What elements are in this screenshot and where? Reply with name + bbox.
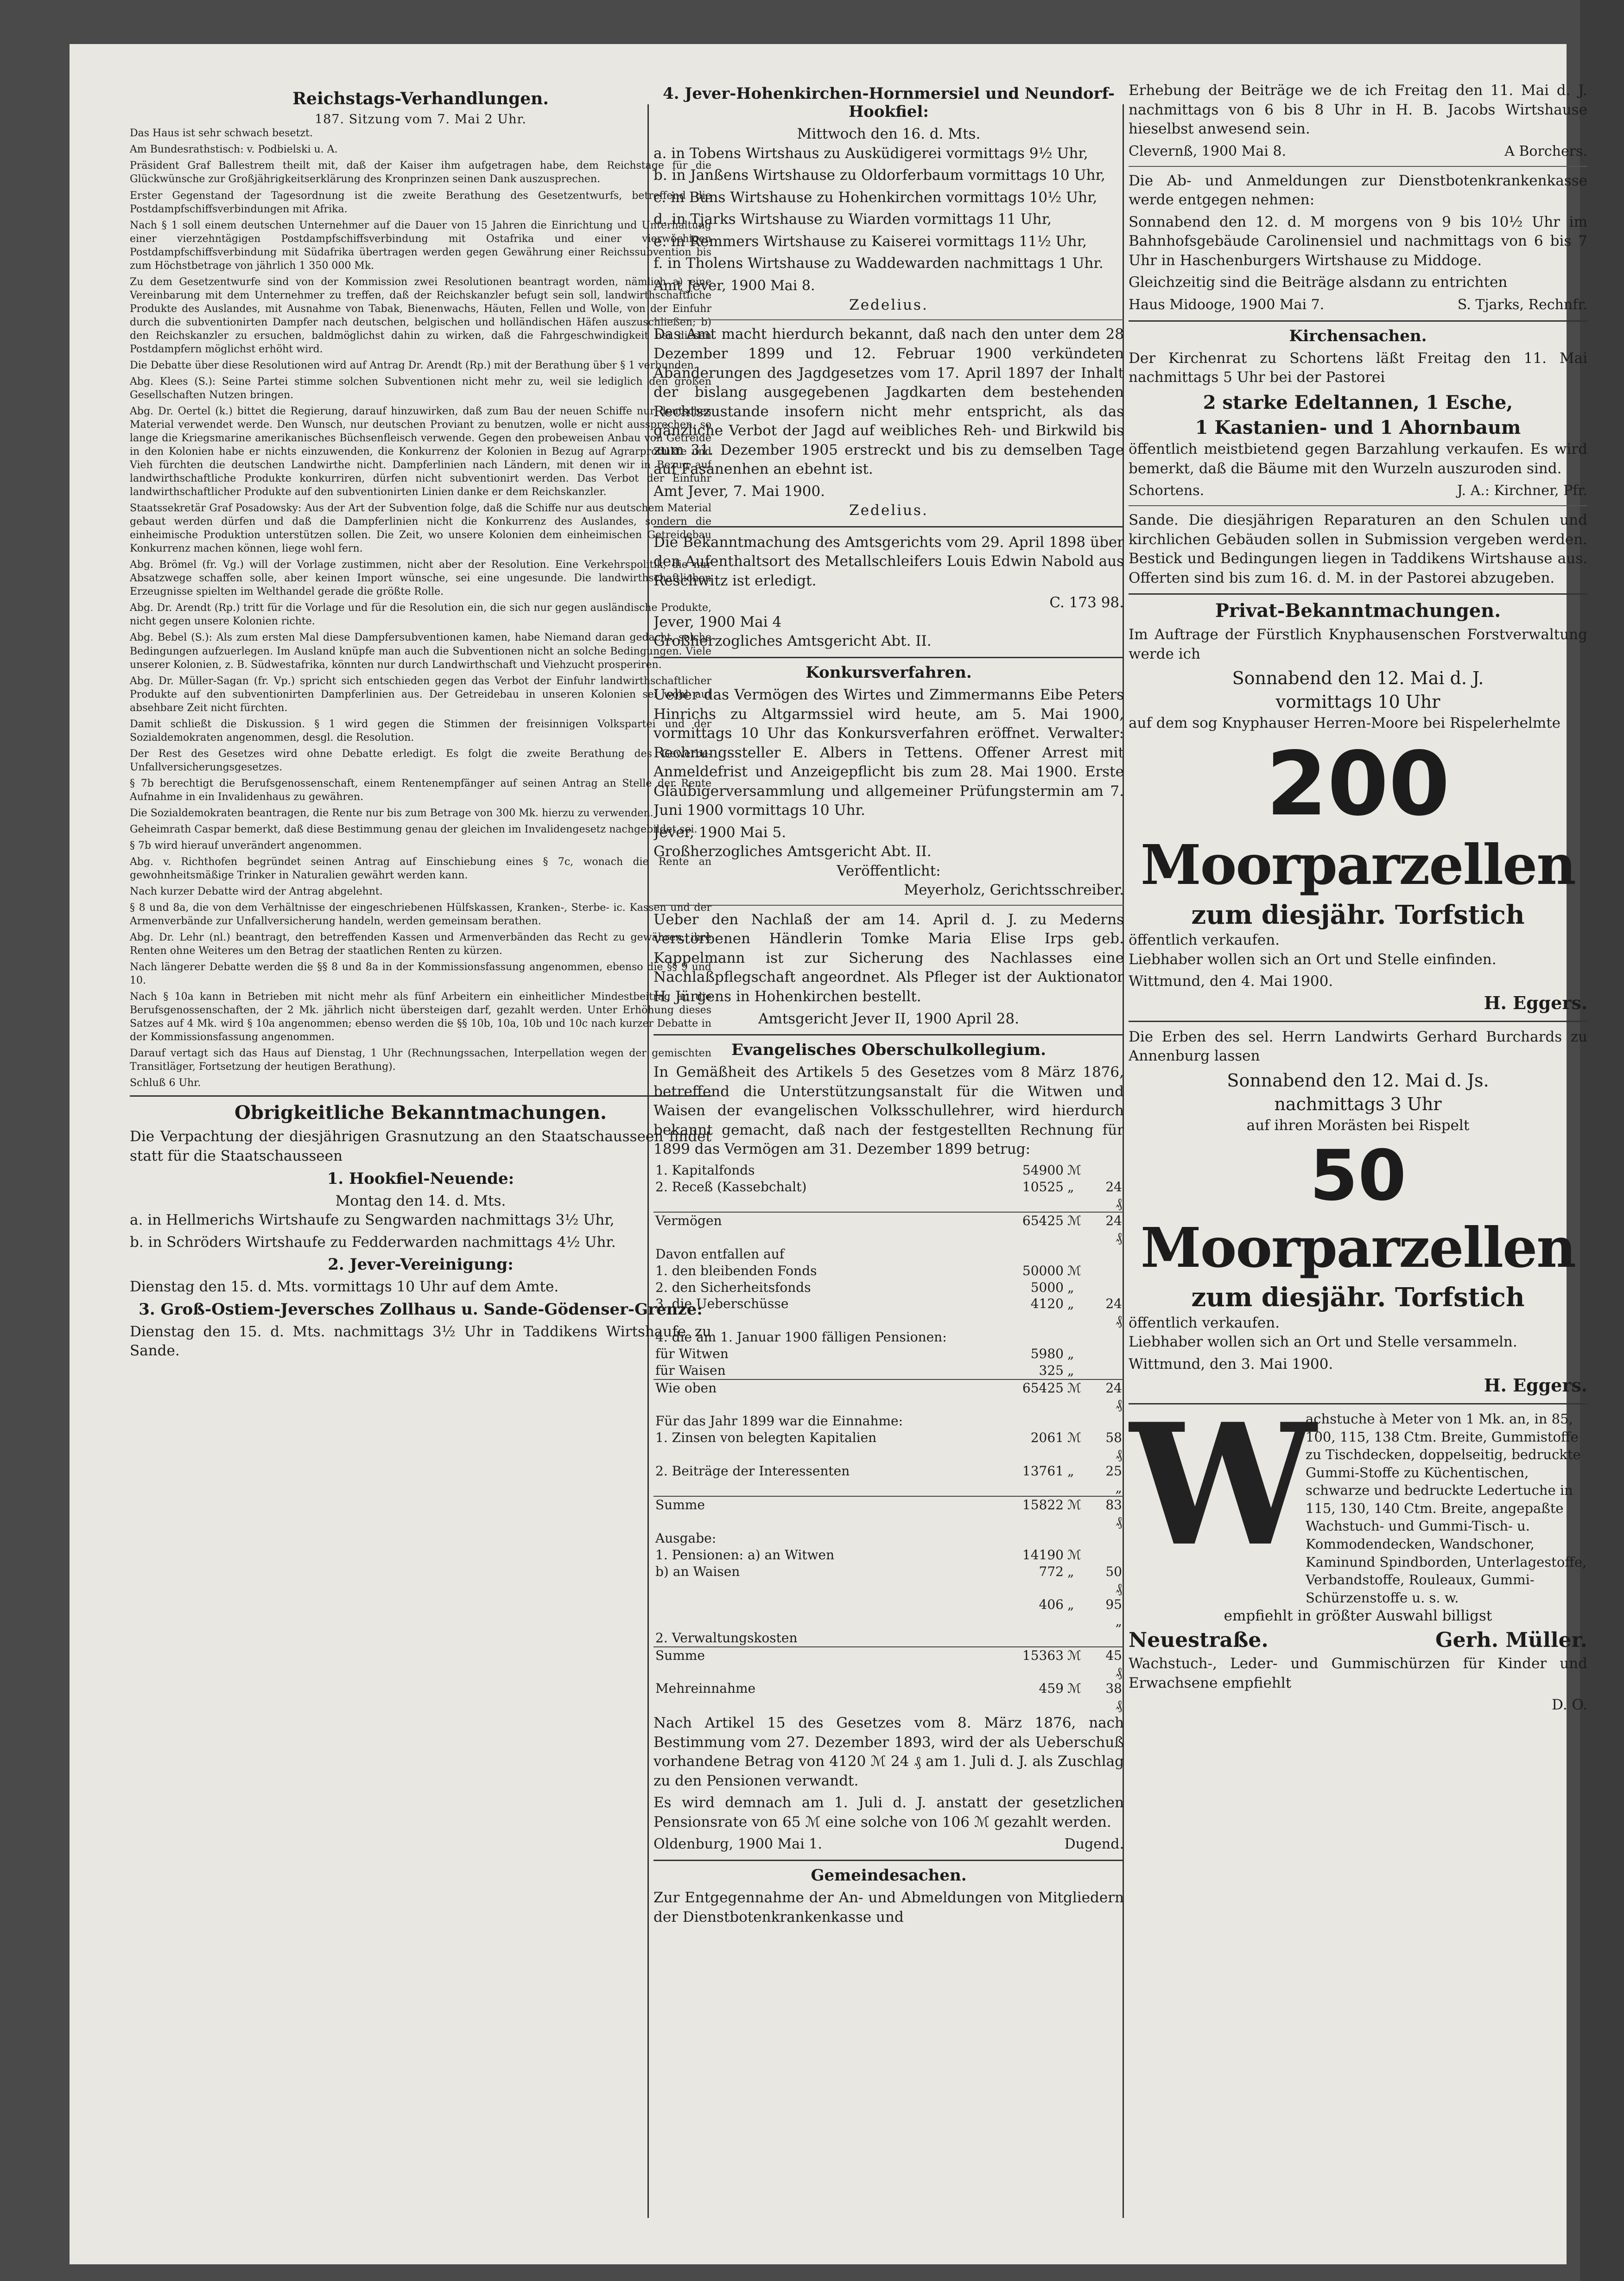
table-row xyxy=(653,1563,1124,1597)
wachstuch-footer: Wachstuch-, Leder- und Gummischürzen für Kinder und Erwachsene empfiehlt xyxy=(1129,1655,1587,1691)
report-paragraph: Die Debatte über diese Resolutionen wird auf Antrag Dr. Arendt (Rp.) mit der Berathung über § 1 verbunden. xyxy=(130,359,697,371)
erben-place: Wittmund, den 3. Mai 1900. xyxy=(1129,1355,1333,1372)
evo-signature xyxy=(653,1835,1124,1854)
report-paragraph: Der Rest des Gesetzes wird ohne Debatte erledigt. Es folgt die zweite Berathung des Gewerbe-Unfallversicherungsgesetzes. xyxy=(130,748,711,773)
list-item: d. in Tjarks Wirtshause zu Wiarden vormittags 11 Uhr, xyxy=(653,211,1052,228)
table-cell: 2061 xyxy=(1030,1430,1064,1446)
report-paragraph: Präsident Graf Ballestrem theilt mit, daß der Kaiser ihm aufgetragen habe, dem Reichstage für die Glückwünsche zur Großjährigkeitserklärung des Kronprinzen seinen Dank auszusprechen. xyxy=(130,160,711,185)
table-cell: 95 „ xyxy=(1105,1597,1122,1629)
report-paragraph: Nach längerer Debatte werden die §§ 8 und 8a in der Kommissionsfassung angenommen, ebenso die §§ 9 und 10. xyxy=(130,961,711,987)
wachstuch-signature xyxy=(1129,1626,1587,1655)
table-cell: Summe xyxy=(653,1647,983,1681)
table-cell: 1. Pensionen: a) an Witwen xyxy=(655,1547,835,1563)
konkurs-place: Jever, 1900 Mai 5. xyxy=(653,824,787,841)
table-row xyxy=(653,1346,1124,1362)
wachstuch-merchant: Gerh. Müller. xyxy=(1435,1628,1587,1652)
report-paragraph: Nach § 1 soll einem deutschen Unternehmer auf die Dauer von 15 Jahren die Einrichtung und Unterhaltung einer vierzehntägigen Postdampfschiffsverbindung mit Ostafrika und einer vierwöchigen Postdampfschiffsverbindung mit Südafrika übertragen werden gegen Gewährung einer Reichssubvention bis zum Höchstbetrage von jährlich 1 350 000 Mk. xyxy=(130,219,711,272)
erben-text: Die Erben des sel. Herrn Landwirts Gerhard Burchards zu Annenburg lassen xyxy=(1129,1028,1587,1065)
nachlass-signature: Amtsgericht Jever II, 1900 April 28. xyxy=(758,1010,1019,1027)
kirchen-trees-1: 2 starke Edeltannen, 1 Esche, xyxy=(1203,391,1513,413)
wachstuch-text: achstuche à Meter von 1 Mk. an, in 85, 100, 115, 138 Ctm. Breite, Gummistoffe zu Tischdecken, doppelseitig, bedruckte Gummi-Stoffe zu Küchentischen, schwarze und bedruckte Ledertuche in 115, 130, 140 Ctm. Breite, angepaßte Wachstuch- und Gummi-Tisch- u. Kommodendecken, Wandschoner, Kaminund Spindborden, Unterlagestoffe, Verbandstoffe, Rouleaux, Gummi-Schürzenstoffe u. s. w. xyxy=(1306,1411,1587,1606)
erben-signer: H. Eggers. xyxy=(1484,1375,1587,1396)
konkurs-pub: Veröffentlicht: xyxy=(837,862,941,879)
table-cell xyxy=(1097,1346,1124,1362)
divider xyxy=(1129,320,1587,322)
table-subheading: Davon entfallen auf xyxy=(655,1246,785,1262)
table-cell: 24 ₰ xyxy=(1097,1379,1124,1413)
section-2-text: Dienstag den 15. d. Mts. vormittags 10 Uhr auf dem Amte. xyxy=(130,1278,559,1296)
table-cell: 24 ₰ xyxy=(1105,1179,1122,1211)
table-row xyxy=(653,1413,1124,1430)
table-cell: ℳ xyxy=(1066,1379,1097,1413)
konkurs-court: Großherzogliches Amtsgericht Abt. II. xyxy=(653,843,932,860)
divider xyxy=(1129,166,1587,167)
dienst-text-3: Gleichzeitig sind die Beiträge alsdann zu entrichten xyxy=(1129,274,1508,291)
privat-signer: H. Eggers. xyxy=(1484,992,1587,1013)
reichstag-report xyxy=(130,127,711,1090)
table-cell: „ xyxy=(1067,1563,1074,1579)
report-paragraph: Abg. v. Richthofen begründet seinen Antrag auf Einschiebung eines § 7c, wonach die Rente an gewohnheitsmäßige Trinker in Naturalien gewährt werden kann. xyxy=(130,856,711,881)
section-4-list xyxy=(653,144,1124,273)
table-cell: 1. Kapitalfonds xyxy=(655,1162,755,1178)
section-4-title: 4. Jever-Hohenkirchen-Hornmersiel und Neundorf-Hookfiel: xyxy=(662,84,1115,121)
table-cell: 50 ₰ xyxy=(1105,1563,1122,1596)
table-cell: für Waisen xyxy=(655,1362,726,1378)
table-cell: „ xyxy=(1067,1179,1074,1195)
report-paragraph: Zu dem Gesetzentwurfe sind von der Kommission zwei Resolutionen beantragt worden, nämlich a) eine Vereinbarung mit dem Unternehmer zu treffen, daß der Reichskanzler befugt sein soll, landwirthschaftliche Produkte des Auslandes, mit Ausnahme von Tabak, Bienenwachs, Häuten, Fellen und Wolle, von der Einfuhr durch die subventionirten Dampfer nach deutschen, belgischen und holländischen Häfen auszuschließen; b) den Reichskanzler zu ersuchen, baldmöglichst dahin zu wirken, daß die Fahrgeschwindigkeit bei diesen Postdampfern möglichst erhöht wird. xyxy=(130,276,711,355)
section-1-date: Montag den 14. d. Mts. xyxy=(335,1192,506,1209)
table-cell: Wie oben xyxy=(653,1379,983,1413)
nachlass-notice: Ueber den Nachlaß der am 14. April d. J. zu Mederns verstorbenen Händlerin Tomke Maria Elise Irps geb. Kappelmann ist zur Sicherung des Nachlasses eine Nachlaßpflegschaft angeordnet. Als Pfleger ist der Auktionator H. Jürgens in Hohenkirchen bestellt. xyxy=(653,911,1124,1005)
table-cell: 45 ₰ xyxy=(1097,1647,1124,1681)
kirchen-signature xyxy=(1129,481,1587,501)
moorparzellen-headline-2: Moorparzellen xyxy=(1141,1215,1575,1280)
table-cell: Summe xyxy=(653,1496,983,1530)
report-paragraph: Staatssekretär Graf Posadowsky: Aus der Art der Subvention folge, daß die Schiffe nur aus deutschem Material gebaut werden dürfen und daß die Dampferlinien nicht die Konkurrenz des Auslandes, sondern die einheimische Produktion unterstützen sollen. Die Zeit, wo unsere Kolonien dem einheimischen Getreidebau Konkurrenz machen können, liege wohl fern. xyxy=(130,502,711,555)
privat-liebhaber: Liebhaber wollen sich an Ort und Stelle einfinden. xyxy=(1129,951,1497,968)
table-cell: ℳ xyxy=(1066,1212,1097,1246)
table-row xyxy=(653,1212,1124,1246)
evo-place: Oldenburg, 1900 Mai 1. xyxy=(653,1836,822,1853)
table-cell: 24 ₰ xyxy=(1105,1296,1122,1328)
table-cell: 5000 xyxy=(1030,1279,1064,1295)
table-cell: „ xyxy=(1067,1346,1074,1361)
kirchen-trees-2: 1 Kastanien- und 1 Ahornbaum xyxy=(1195,416,1521,438)
table-cell: 38 ₰ xyxy=(1105,1681,1122,1713)
privat-sell: öffentlich verkaufen. xyxy=(1129,932,1280,949)
table-row xyxy=(653,1263,1124,1279)
konkurs-title: Konkursverfahren. xyxy=(806,663,972,682)
table-cell: 2. Beiträge der Interessenten xyxy=(655,1463,850,1479)
table-cell: 83 ₰ xyxy=(1097,1496,1124,1530)
report-paragraph: Abg. Brömel (fr. Vg.) will der Vorlage zustimmen, nicht aber der Resolution. Eine Verkehrspolitik, die nur Absatzwege schaffen solle, aber keinen Import wünsche, sei eine ungesunde. Die landwirthschaftlichen Erzeugnisse spielten im Welthandel gerade die größte Rolle. xyxy=(130,559,711,598)
section-1-b: b. in Schröders Wirtshaufe zu Fedderwarden nachmittags 4½ Uhr. xyxy=(130,1233,616,1251)
reichstag-title: Reichstags-Verhandlungen. xyxy=(292,89,549,108)
table-cell xyxy=(983,1630,1066,1647)
kirchen-signer: J. A.: Kirchner, Pfr. xyxy=(1457,483,1587,499)
table-cell: 13761 xyxy=(1022,1463,1064,1479)
sande-notice: Sande. Die diesjährigen Reparaturen an den Schulen und kirchlichen Gebäuden sollen in Submission vergeben werden. Bestick und Bedingungen liegen in Taddikens Wirtshause aus. Offerten sind bis zum 16. d. M. in der Pastorei abzugeben. xyxy=(1129,512,1587,586)
evo-signer: Dugend. xyxy=(1064,1836,1124,1853)
report-paragraph: Schluß 6 Uhr. xyxy=(130,1077,201,1089)
table-row xyxy=(653,1362,1124,1379)
table-cell: „ xyxy=(1067,1463,1074,1479)
report-paragraph: Abg. Klees (S.): Seine Partei stimme solchen Subventionen nicht mehr zu, weil sie lediglich den großen Gesellschaften Nutzen bringen. xyxy=(130,375,711,401)
divider xyxy=(653,526,1124,527)
table-cell xyxy=(1097,1547,1124,1563)
table-row xyxy=(653,1596,1124,1630)
dienst-signer: S. Tjarks, Rechnfr. xyxy=(1457,296,1587,313)
erhebung-text: Erhebung der Beiträge we de ich Freitag den 11. Mai d. J. nachmittags von 6 bis 8 Uhr in H. B. Jacobs Wirtshause hieselbst anwesend sein. xyxy=(1129,82,1587,138)
table-row xyxy=(653,1496,1124,1530)
table-subheading: 4. die am 1. Januar 1900 fälligen Pensionen: xyxy=(655,1329,947,1345)
nabold-place: Jever, 1900 Mai 4 xyxy=(653,613,782,630)
jagd-notice: Das Amt macht hierdurch bekannt, daß nach den unter dem 28 Dezember 1899 und 12. Februar 1900 verkündeten Abänderungen des Jagdgesetzes vom 17. April 1897 der Inhalt der bislang ausgegebenen Jagdkarten dem bestehenden Rechtszustande insofern nicht mehr entspricht, als das gänzliche Verbot der Jagd auf weibliches Reh- und Birkwild bis zum 31. Dezember 1905 erstreckt und bis zu demselben Tage auf Fasanenhen an ebehnt ist. xyxy=(653,326,1124,478)
report-paragraph: Erster Gegenstand der Tagesordnung ist die zweite Berathung des Gesetzentwurfs, betreffend die Postdampfschiffsverbindungen mit Afrika. xyxy=(130,190,711,215)
table-subheading: Für das Jahr 1899 war die Einnahme: xyxy=(655,1413,903,1429)
kirchen-title: Kirchensachen. xyxy=(1289,326,1427,345)
report-paragraph: Abg. Dr. Arendt (Rp.) tritt für die Vorlage und für die Resolution ein, die sich nur gegen ausländische Produkte, nicht gegen unsere Kolonien richte. xyxy=(130,602,711,628)
table-cell: 2. Receß (Kassebchalt) xyxy=(655,1179,807,1195)
evo-text-2: Nach Artikel 15 des Gesetzes vom 8. März 1876, nach Bestimmung vom 27. Dezember 1893, wird der als Ueberschuß vorhandene Betrag von 4120 ℳ 24 ₰ am 1. Juli d. J. als Zuschlag zu den Pensionen verwandt. xyxy=(653,1715,1124,1789)
table-row xyxy=(653,1547,1124,1563)
torfstich-headline-1: zum diesjähr. Torfstich xyxy=(1191,900,1525,931)
gemeinde-text: Zur Entgegennahme der An- und Abmeldungen von Mitgliedern der Dienstbotenkrankenkasse und xyxy=(653,1889,1124,1925)
torfstich-headline-2: zum diesjähr. Torfstich xyxy=(1191,1282,1525,1313)
erben-date: Sonnabend den 12. Mai d. Js. xyxy=(1227,1070,1489,1091)
amt-signer: Zedelius. xyxy=(849,296,928,313)
section-1-title: 1. Hookfiel-Neuende: xyxy=(327,1169,514,1188)
table-cell: ℳ xyxy=(1067,1430,1081,1446)
erhebung-place: Clevernß, 1900 Mai 8. xyxy=(1129,143,1287,159)
table-cell: 65425 xyxy=(983,1212,1066,1246)
nabold-court: Großherzogliches Amtsgericht Abt. II. xyxy=(653,633,932,650)
privat-text: Im Auftrage der Fürstlich Knyphausenschen Forstverwaltung werde ich xyxy=(1129,626,1587,662)
notice-intro: Die Verpachtung der diesjährigen Grasnutzung an den Staatschausseen findet statt für die Staatschausseen xyxy=(130,1128,711,1164)
report-paragraph: Nach § 10a kann in Betrieben mit nicht mehr als fünf Arbeitern ein einheitlicher Mindestbeitrag an die Berufsgenossenschaften, der 2 Mk. jährlich nicht übersteigen darf, gezahlt werden. Unter Erhöhung dieses Satzes auf 4 Mk. wird § 10a angenommen; ebenso werden die §§ 10b, 10a, 10b und 10c nach kurzer Debatte in der Kommissionsfassung angenommen. xyxy=(130,991,711,1043)
privat-date: Sonnabend den 12. Mai d. J. xyxy=(1232,668,1484,689)
privat-title: Privat-Bekanntmachungen. xyxy=(1215,600,1501,622)
konkurs-text: Ueber das Vermögen des Wirtes und Zimmermanns Eibe Peters Hinrichs zu Altgarmssiel wird heute, am 5. Mai 1900, vormittags 10 Uhr das Konkursverfahren eröffnet. Verwalter: Rechnungssteller E. Albers in Tettens. Offener Arrest mit Anmeldefrist und Anzeigepflicht bis zum 28. Mai 1900. Erste Gläubigerversammlung und allgemeiner Prüfungstermin am 7. Juni 1900 vormittags 10 Uhr. xyxy=(653,686,1124,819)
divider xyxy=(653,319,1124,320)
divider xyxy=(1129,593,1587,595)
table-cell: 10525 xyxy=(1022,1179,1064,1195)
nabold-notice: Die Bekanntmachung des Amtsgerichts vom 29. April 1898 über den Aufenthaltsort des Metallschleifers Louis Edwin Nabold aus Reschwitz ist erledigt. xyxy=(653,534,1124,589)
table-cell: 459 xyxy=(1039,1681,1064,1696)
big-number-200: 200 xyxy=(1266,732,1450,835)
table-cell: b) an Waisen xyxy=(655,1563,740,1579)
table-cell xyxy=(653,1596,983,1630)
kirchen-place: Schortens. xyxy=(1129,483,1205,499)
column-1 xyxy=(130,86,711,1364)
table-cell: ℳ xyxy=(1066,1496,1097,1530)
table-row xyxy=(653,1680,1124,1714)
table-cell xyxy=(1066,1630,1097,1647)
section-2-title: 2. Jever-Vereinigung: xyxy=(328,1255,514,1274)
section-3-title: 3. Groß-Ostiem-Jeversches Zollhaus u. Sande-Gödenser-Grenze: xyxy=(139,1300,703,1319)
wachstuch-footer-2: D. O. xyxy=(1552,1696,1587,1714)
privat-time: vormittags 10 Uhr xyxy=(1275,692,1440,712)
report-paragraph: Nach kurzer Debatte wird der Antrag abgelehnt. xyxy=(130,886,383,898)
amt-place: Amt Jever, 1900 Mai 8. xyxy=(653,277,815,294)
finance-table xyxy=(653,1162,1124,1714)
table-cell: 54900 xyxy=(1022,1162,1064,1178)
table-row xyxy=(653,1246,1124,1263)
table-row xyxy=(653,1379,1124,1413)
table-row xyxy=(653,1647,1124,1681)
table-cell: ℳ xyxy=(1067,1162,1081,1178)
table-cell: „ xyxy=(1067,1597,1074,1613)
table-cell: 2. Verwaltungskosten xyxy=(655,1630,798,1646)
table-row xyxy=(653,1630,1124,1647)
nabold-ref: C. 173 98. xyxy=(1049,594,1124,611)
divider xyxy=(1129,505,1587,506)
amt-signer-2: Zedelius. xyxy=(849,502,928,519)
report-paragraph: § 7b wird hierauf unverändert angenommen. xyxy=(130,839,362,851)
kirchen-text-2: öffentlich meistbietend gegen Barzahlung verkaufen. Es wird bemerkt, daß die Bäume mit den Wurzeln auszuroden sind. xyxy=(1129,441,1587,477)
section-4-date: Mittwoch den 16. d. Mts. xyxy=(797,126,981,143)
dienst-place: Haus Midooge, 1900 Mai 7. xyxy=(1129,296,1325,313)
table-cell xyxy=(1097,1630,1124,1647)
report-paragraph: Abg. Dr. Oertel (k.) bittet die Regierung, darauf hinzuwirken, daß zum Bau der neuen Schiffe nur deutsches Material verwendet werde. Den Wunsch, nur deutschen Proviant zu benutzen, wolle er nicht aussprechen, so lange die Kriegsmarine amerikanisches Büchsenfleisch verwende. Gegen den probeweisen Anbau von Getreide in den Kolonien habe er nichts einzuwenden, die Konkurrenz der Kolonien in Bezug auf Agrarprodukte und Vieh fürchten die deutschen Landwirthe nicht. Dampferlinien nach Ländern, mit denen wir in Bezug auf landwirthschaftliche Produkte konkurriren, dürfen nicht subventionirt werden. Das Verbot der Einfuhr landwirthschaftlicher Produkte auf den subventionirten Linien danke er dem Reichskanzler. xyxy=(130,405,711,498)
table-cell: 1. den bleibenden Fonds xyxy=(655,1263,817,1278)
report-paragraph: Abg. Dr. Lehr (nl.) beantragt, den betreffenden Kassen und Armenverbänden das Recht zu gewähren, ihre Renten ohne Weiteres um den Betrag der staatlichen Renten zu kürzen. xyxy=(130,932,711,957)
column-3 xyxy=(1129,81,1587,1715)
divider xyxy=(653,1034,1124,1036)
table-cell: 406 xyxy=(1039,1597,1064,1613)
table-row xyxy=(653,1179,1124,1213)
divider xyxy=(130,1095,711,1097)
table-cell: „ xyxy=(1067,1279,1074,1295)
erhebung-signature xyxy=(1129,142,1587,161)
table-cell: 2. den Sicherheitsfonds xyxy=(655,1279,811,1295)
wachstuch-street: Neuestraße. xyxy=(1129,1628,1269,1652)
list-item: a. in Tobens Wirtshaus zu Ausküdigerei vormittags 9½ Uhr, xyxy=(653,145,1088,162)
privat-location: auf dem sog Knyphauser Herren-Moore bei Rispelerhelmte xyxy=(1129,715,1561,732)
table-cell: „ xyxy=(1067,1296,1074,1312)
table-cell xyxy=(1097,1279,1124,1296)
table-cell xyxy=(1097,1263,1124,1279)
table-row xyxy=(653,1296,1124,1329)
table-cell: 325 xyxy=(1039,1362,1064,1378)
list-item: f. in Tholens Wirtshause zu Waddewarden nachmittags 1 Uhr. xyxy=(653,255,1104,272)
table-cell: Vermögen xyxy=(653,1212,983,1246)
report-paragraph: § 7b berechtigt die Berufsgenossenschaft, einem Rentenempfänger auf seinen Antrag an Stelle der Rente Aufnahme in ein Invalidenhaus zu gewähren. xyxy=(130,777,711,803)
list-item: e. in Remmers Wirtshause zu Kaiserei vormittags 11½ Uhr, xyxy=(653,233,1087,250)
table-cell: 15363 xyxy=(983,1647,1066,1681)
evo-text-3: Es wird demnach am 1. Juli d. J. anstatt der gesetzlichen Pensionsrate von 65 ℳ eine solche von 106 ℳ gezahlt werden. xyxy=(653,1794,1124,1830)
report-paragraph: Die Sozialdemokraten beantragen, die Rente nur bis zum Betrage von 300 Mk. hierzu zu verwenden. xyxy=(130,807,653,819)
table-cell: 4120 xyxy=(1030,1296,1064,1312)
initial-letter-w: W xyxy=(1129,1387,1316,1583)
obrigkeit-title: Obrigkeitliche Bekanntmachungen. xyxy=(235,1102,607,1124)
table-cell: 3. die Ueberschüsse xyxy=(655,1296,789,1312)
table-cell: ℳ xyxy=(1067,1263,1081,1278)
table-row xyxy=(653,1329,1124,1346)
table-cell: 15822 xyxy=(983,1496,1066,1530)
wachstuch-empfiehlt: empfiehlt in größter Auswahl billigst xyxy=(1224,1608,1492,1625)
list-item: c. in Buns Wirtshause zu Hohenkirchen vormittags 10½ Uhr, xyxy=(653,189,1097,206)
erben-liebhaber: Liebhaber wollen sich an Ort und Stelle versammeln. xyxy=(1129,1334,1517,1351)
table-cell: ℳ xyxy=(1067,1547,1081,1563)
list-item: b. in Janßens Wirtshause zu Oldorferbaum vormittags 10 Uhr, xyxy=(653,167,1105,184)
konkurs-signer: Meyerholz, Gerichtsschreiber. xyxy=(904,882,1124,899)
section-3-text: Dienstag den 15. d. Mts. nachmittags 3½ Uhr in Taddikens Wirtshaufe zu Sande. xyxy=(130,1323,711,1360)
table-cell: 24 ₰ xyxy=(1097,1212,1124,1246)
erben-sell: öffentlich verkaufen. xyxy=(1129,1314,1280,1331)
amt-signature-1 xyxy=(653,276,1124,296)
table-row xyxy=(653,1279,1124,1296)
section-1-a: a. in Hellmerichs Wirtshaufe zu Sengwarden nachmittags 3½ Uhr, xyxy=(130,1212,615,1229)
report-paragraph: Darauf vertagt sich das Haus auf Dienstag, 1 Uhr (Rechnungssachen, Interpellation wegen der gemischten Transitläger, Fortsetzung der heutigen Berathung). xyxy=(130,1048,711,1073)
report-paragraph: Geheimrath Caspar bemerkt, daß diese Bestimmung genau der gleichen im Invalidengesetz nachgebildet sei. xyxy=(130,823,698,835)
table-cell xyxy=(1097,1362,1124,1379)
kirchen-text: Der Kirchenrat zu Schortens läßt Freitag den 11. Mai nachmittags 5 Uhr bei der Pastorei xyxy=(1129,349,1587,386)
divider xyxy=(653,905,1124,906)
table-row xyxy=(653,1162,1124,1179)
evo-text: In Gemäßheit des Artikels 5 des Gesetzes vom 8 März 1876, betreffend die Unterstützungsanstalt für die Witwen und Waisen der evangelischen Volksschullehrer, wird hierdurch bekannt gemacht, daß nach der festgestellten Rechnung für 1899 das Vermögen am 31. Dezember 1899 betrug: xyxy=(653,1064,1124,1158)
table-row xyxy=(653,1430,1124,1463)
report-paragraph: Abg. Dr. Müller-Sagan (fr. Vp.) spricht sich entschieden gegen das Verbot der Einfuhr landwirthschaftlicher Produkte auf den subventionirten Dampferlinien aus. Der Getreidebau in unseren Kolonien sei wohl auf absehbare Zeit nicht fürchten. xyxy=(130,675,711,714)
dienst-signature xyxy=(1129,295,1587,315)
divider xyxy=(653,657,1124,658)
table-cell: 1. Zinsen von belegten Kapitalien xyxy=(655,1430,877,1446)
table-cell: „ xyxy=(1067,1362,1074,1378)
report-paragraph: Damit schließt die Diskussion. § 1 wird gegen die Stimmen der freisinnigen Volkspartei und der Sozialdemokraten angenommen, desgl. die Resolution. xyxy=(130,718,711,743)
table-row xyxy=(653,1530,1124,1547)
privat-place: Wittmund, den 4. Mai 1900. xyxy=(1129,973,1333,990)
table-cell: 14190 xyxy=(1022,1547,1064,1563)
report-paragraph: Das Haus ist sehr schwach besetzt. xyxy=(130,127,313,140)
column-2 xyxy=(653,81,1124,1930)
dienst-text: Die Ab- und Anmeldungen zur Dienstbotenkrankenkasse werde entgegen nehmen: xyxy=(1129,172,1587,209)
table-cell: für Witwen xyxy=(655,1346,729,1361)
report-paragraph: Am Bundesrathstisch: v. Podbielski u. A. xyxy=(130,144,338,156)
table-cell: 772 xyxy=(1039,1563,1064,1579)
wachstuch-ad xyxy=(1129,1387,1587,1607)
erben-time: nachmittags 3 Uhr xyxy=(1274,1093,1442,1114)
evo-title: Evangelisches Oberschulkollegium. xyxy=(731,1041,1046,1060)
newspaper-page xyxy=(70,44,1587,2264)
table-cell: ℳ xyxy=(1067,1681,1081,1696)
table-cell: 5980 xyxy=(1030,1346,1064,1361)
gemeinde-title: Gemeindesachen. xyxy=(811,1866,967,1885)
table-subheading: Ausgabe: xyxy=(655,1531,717,1546)
sitzung-line: 187. Sitzung vom 7. Mai 2 Uhr. xyxy=(315,112,527,127)
report-paragraph: Abg. Bebel (S.): Als zum ersten Mal diese Dampfersubventionen kamen, habe Niemand daran gedacht, solche Bedingungen aufzuerlegen. Im Ausland knüpfe man auch die Subventionen nicht an solche Bedingungen. Viele unserer Kolonien, z. B. Südwestafrika, könnten nur durch Landwirthschaft und Viehzucht prosperiren. xyxy=(130,632,711,671)
table-cell: 50000 xyxy=(1022,1263,1064,1278)
erhebung-signer: A Borchers. xyxy=(1504,143,1587,159)
table-cell: Mehreinnahme xyxy=(655,1681,756,1696)
table-row xyxy=(653,1463,1124,1497)
table-cell: 65425 xyxy=(983,1379,1066,1413)
moorparzellen-headline-1: Moorparzellen xyxy=(1141,832,1575,897)
amt-place-2: Amt Jever, 7. Mai 1900. xyxy=(653,483,825,500)
dienst-text-2: Sonnabend den 12. d. M morgens von 9 bis 10½ Uhr im Bahnhofsgebäude Carolinensiel und nachmittags von 6 bis 7 Uhr in Haschenburgers Wirtshause zu Middoge. xyxy=(1129,213,1587,269)
table-cell: ℳ xyxy=(1066,1647,1097,1681)
divider xyxy=(1129,1021,1587,1022)
divider xyxy=(653,1860,1124,1861)
table-cell: 58 ₰ xyxy=(1105,1430,1122,1462)
table-cell xyxy=(1097,1162,1124,1179)
erben-location: auf ihren Morästen bei Rispelt xyxy=(1246,1117,1470,1134)
big-number-50: 50 xyxy=(1309,1136,1407,1217)
table-cell: 25 „ xyxy=(1105,1463,1122,1495)
report-paragraph: § 8 und 8a, die von dem Verhältnisse der eingeschriebenen Hülfskassen, Kranken-, Sterbe- ic. Kassen und der Armenverbände zur Unfallversicherung handeln, werden gemeinsam berathen. xyxy=(130,902,711,928)
